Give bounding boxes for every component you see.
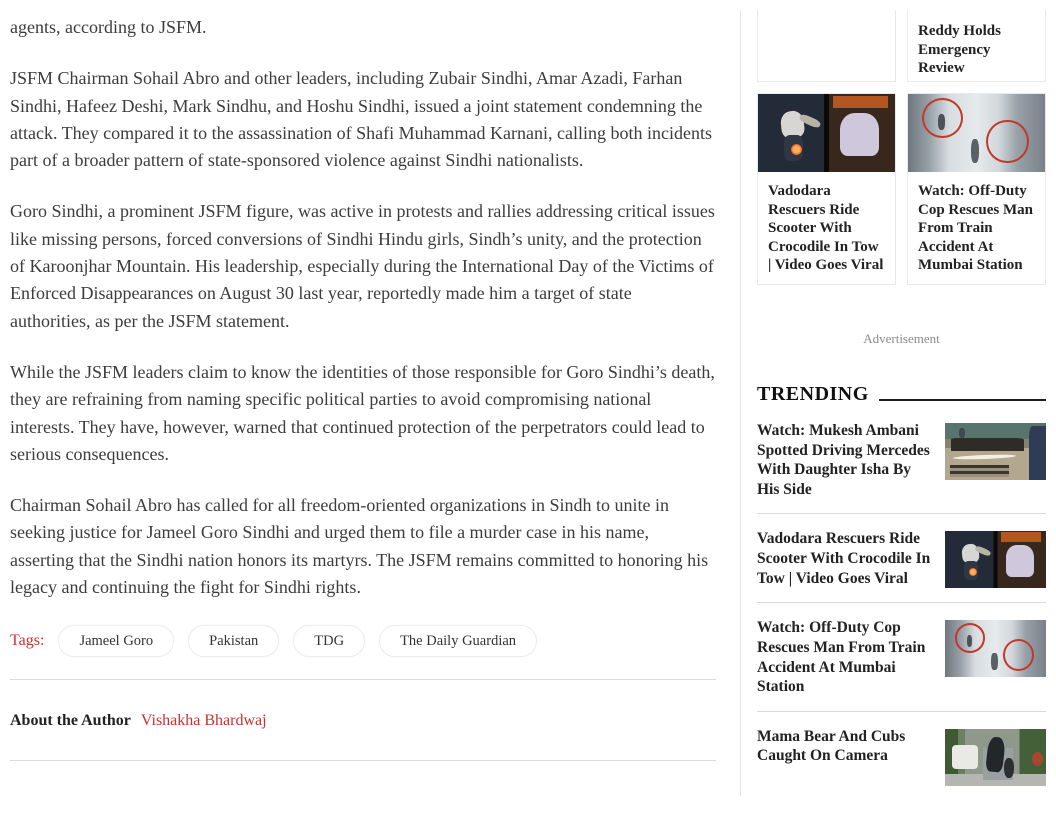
article-paragraph: While the JSFM leaders claim to know the identities of those responsible for Goro Sindhi’s death, they are refraining from naming specific political parties to avoid compromising national interests. They have, however, warned that continued protection of the perpetrators could lead to serious consequences. <box>10 361 715 464</box>
trending-item-title: Watch: Off-Duty Cop Rescues Man From Train Accident At Mumbai Station <box>757 619 926 696</box>
video-thumbnail-bear <box>945 729 1046 786</box>
related-article-title: Watch: Off-Duty Cop Rescues Man From Train Accident At Mumbai Station <box>918 183 1033 274</box>
person-figure <box>1029 426 1046 480</box>
car-windshield-shape <box>951 438 1024 452</box>
tag-pill-tdg[interactable]: TDG <box>293 625 365 657</box>
article-paragraph: agents, according to JSFM. <box>10 17 207 37</box>
article-paragraph: Goro Sindhi, a prominent JSFM figure, was active in protests and rallies addressing critical issues like missing persons, forced conversions of Sindhi Hindu girls, Sindh’s unity, and the protection of Karoonjhar Mountain. His leadership, especially during the International Day of the Victims of Enforced Disappearances on August 30 last year, reportedly made him a target of state authorities, as per the JSFM statement. <box>10 201 715 331</box>
red-foliage-shape <box>1032 752 1043 767</box>
advertisement-label: Advertisement <box>863 330 940 346</box>
person-figure <box>967 635 972 646</box>
article-paragraph: JSFM Chairman Sohail Abro and other leaders, including Zubair Sindhi, Amar Azadi, Farhan Sindhi, Hafeez Deshi, Mark Sindhu, and Hoshu Sindhi, issued a joint statement condemning the attack. They compared it to the assassination of Shafi Muhammad Karnani, calling both incidents part of a broader pattern of state-sponsored violence against Sindhi nationalists. <box>10 68 712 171</box>
related-article-card-vadodara-crocodile[interactable] <box>757 93 896 285</box>
related-article-card-train-rescue[interactable] <box>907 93 1046 285</box>
video-thumbnail-scooter-crocodile <box>945 531 1046 588</box>
cctv-thumbnail-train-platform <box>945 620 1046 677</box>
car-grille-shape <box>950 465 1009 476</box>
related-article-card[interactable] <box>757 10 896 82</box>
trending-item-mama-bear[interactable] <box>757 712 1046 800</box>
person-figure <box>971 139 979 162</box>
taillight-glow <box>791 144 802 155</box>
about-author-label: About the Author <box>10 712 131 730</box>
related-article-card-reddy-review[interactable] <box>907 10 1046 82</box>
article-body <box>10 0 716 761</box>
divider <box>10 679 716 680</box>
trending-heading: TRENDING <box>757 382 869 405</box>
trending-item-train-rescue[interactable] <box>757 603 1046 711</box>
white-car-shape <box>952 745 978 769</box>
tag-pill-jameel-goro[interactable]: Jameel Goro <box>58 625 174 657</box>
trending-section <box>757 383 1046 800</box>
author-link[interactable]: Vishakha Bhardwaj <box>140 712 267 730</box>
person-figure <box>938 114 945 130</box>
sidebar <box>740 10 1046 796</box>
video-thumbnail-mercedes <box>945 423 1046 480</box>
heading-rule <box>879 399 1046 401</box>
tags-row <box>10 625 716 657</box>
tag-pill-the-daily-guardian[interactable]: The Daily Guardian <box>379 625 537 657</box>
video-thumbnail-scooter-crocodile <box>758 94 895 172</box>
trending-item-title: Watch: Mukesh Ambani Spotted Driving Mercedes With Daughter Isha By His Side <box>757 421 930 498</box>
bear-cub-figure <box>1004 758 1014 777</box>
trending-item-vadodara-crocodile[interactable] <box>757 514 1046 603</box>
trending-header <box>757 383 1046 406</box>
car-hood-highlight <box>953 454 1016 460</box>
tag-pill-pakistan[interactable]: Pakistan <box>188 625 279 657</box>
tags-label: Tags: <box>10 632 45 650</box>
red-circle-annotation <box>986 120 1028 164</box>
related-article-title: Reddy Holds Emergency Review <box>918 23 1001 77</box>
cctv-thumbnail-train-platform <box>908 94 1045 172</box>
person-figure <box>959 428 965 438</box>
related-article-title: Vadodara Rescuers Ride Scooter With Crocodile In Tow | Video Goes Viral <box>768 183 884 274</box>
rescuer-figure <box>1006 545 1034 577</box>
truck-sign-shape <box>833 96 888 108</box>
divider <box>10 760 716 761</box>
person-figure <box>991 653 997 670</box>
trending-item-title: Vadodara Rescuers Ride Scooter With Crocodile In Tow | Video Goes Viral <box>757 530 931 587</box>
article-paragraph: Chairman Sohail Abro has called for all freedom-oriented organizations in Sindh to unite in seeking justice for Jameel Goro Sindhi and urged them to file a murder case in his name, asserting that the Sindhi nation honors its martyrs. The JSFM remains committed to honoring his legacy and continuing the fight for Sindhi rights. <box>10 495 709 598</box>
trending-item-ambani-mercedes[interactable] <box>757 406 1046 514</box>
truck-sign-shape <box>1001 532 1041 541</box>
trending-item-title: Mama Bear And Cubs Caught On Camera <box>757 727 906 765</box>
red-circle-annotation <box>1003 639 1034 671</box>
rescuer-figure <box>840 113 878 157</box>
about-the-author <box>10 712 716 730</box>
related-articles-grid <box>757 10 1046 285</box>
